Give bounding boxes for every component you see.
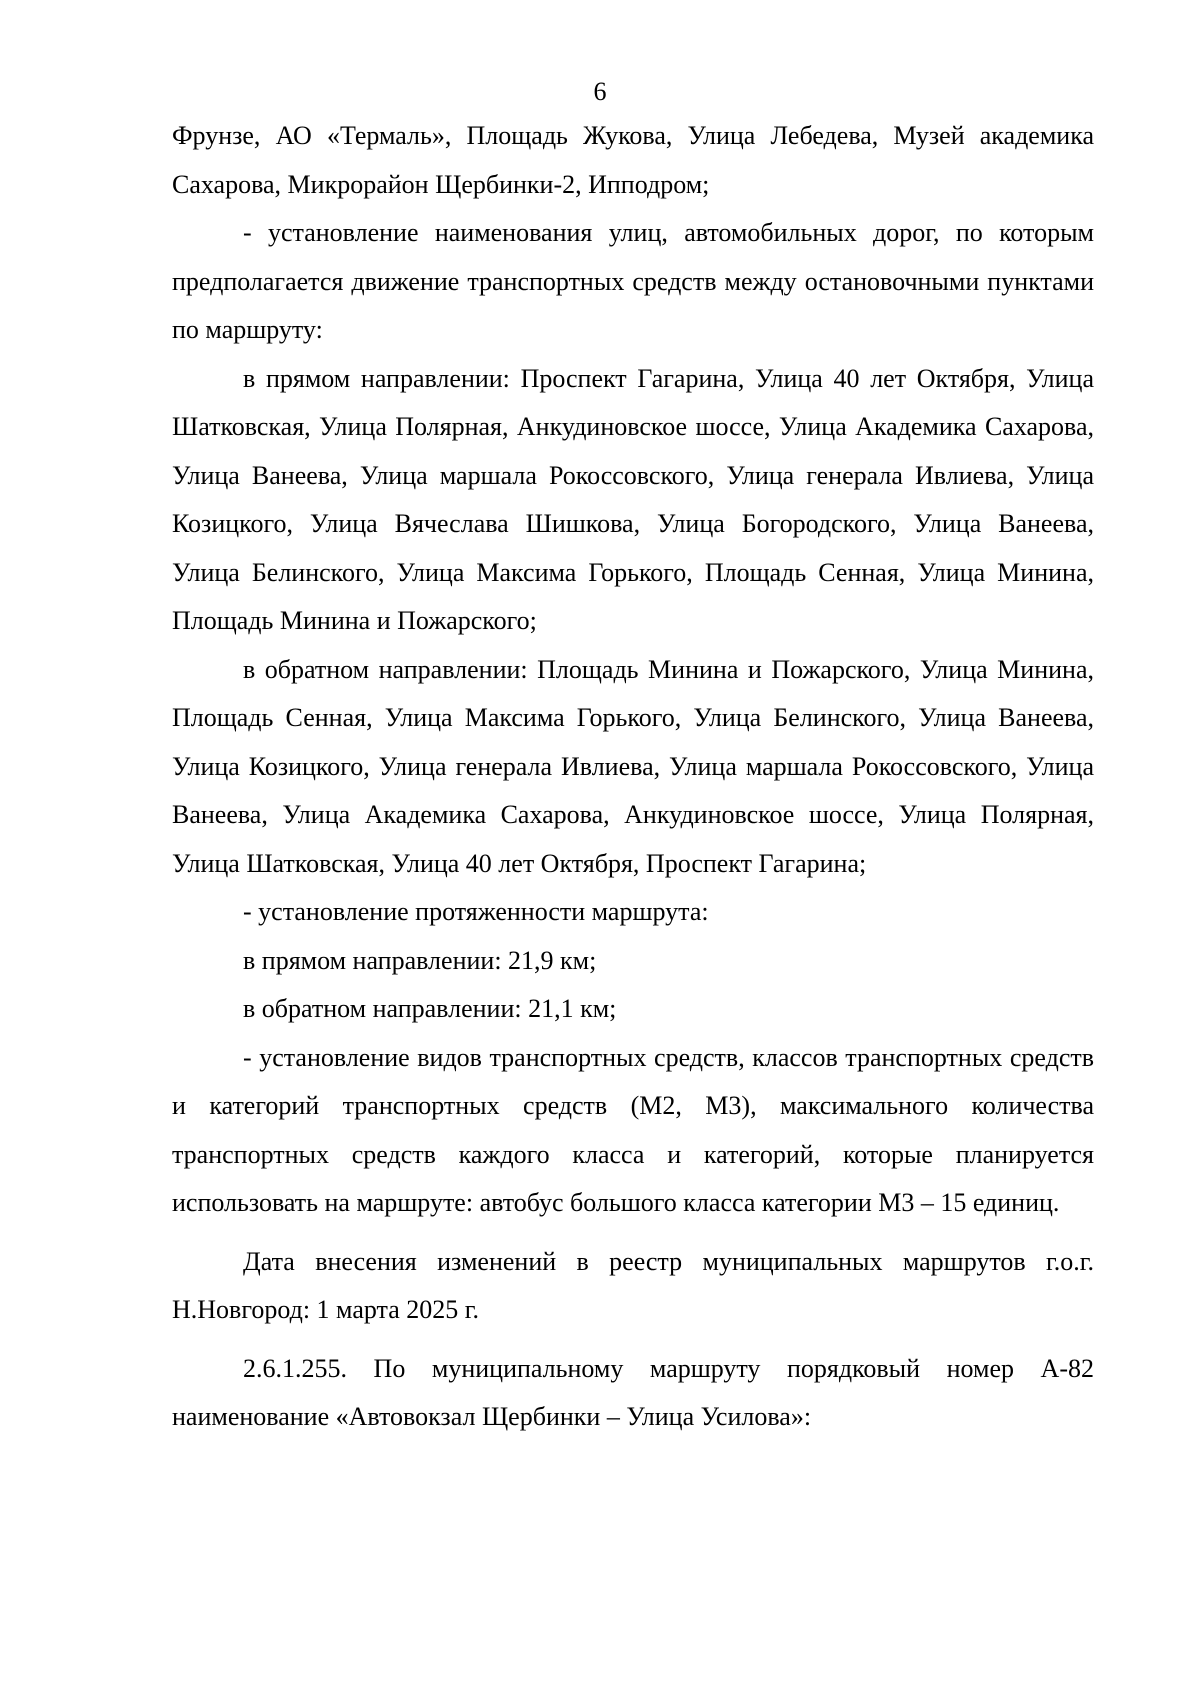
paragraph-stops-continuation: Фрунзе, АО «Термаль», Площадь Жукова, Улица Лебедева, Музей академика Сахарова, Микрорайон Щербинки-2, Ипподром; [172, 121, 1094, 199]
paragraph-forward-length: в прямом направлении: 21,9 км; [243, 945, 597, 975]
paragraph-streets-heading: - установление наименования улиц, автомобильных дорог, по которым предполагается движение транспортных средств между остановочными пунктами по маршруту: [172, 218, 1094, 344]
paragraph-reverse-length: в обратном направлении: 21,1 км; [243, 994, 617, 1023]
page-number: 6 [593, 77, 607, 106]
paragraph-route-a82: 2.6.1.255. По муниципальному маршруту порядковый номер А-82 наименование «Автовокзал Щербинки – Улица Усилова»: [172, 1353, 1094, 1431]
paragraph-vehicle-types: - установление видов транспортных средств, классов транспортных средств и категорий транспортных средств (М2, М3), максимального количества транспортных средств каждого класса и категорий, которые планируется использовать на маршруте: автобус большого класса категории М3 – 15 единиц. [172, 1042, 1094, 1217]
paragraph-forward-streets: в прямом направлении: Проспект Гагарина, Улица 40 лет Октября, Улица Шатковская, Улица Полярная, Анкудиновское шоссе, Улица Академика Сахарова, Улица Ванеева, Улица маршала Рокоссовского, Улица генерала Ивлиева, Улица Козицкого, Улица Вячеслава Шишкова, Улица Богородского, Улица Ванеева, Улица Белинского, Улица Максима Горького, Площадь Сенная, Улица Минина, Площадь Минина и Пожарского; [172, 363, 1094, 635]
paragraph-registry-date: Дата внесения изменений в реестр муниципальных маршрутов г.о.г. Н.Новгород: 1 марта 2025 г. [172, 1246, 1094, 1324]
document-body [172, 112, 1094, 1442]
paragraph-route-length-heading: - установление протяженности маршрута: [243, 897, 709, 926]
paragraph-reverse-streets: в обратном направлении: Площадь Минина и Пожарского, Улица Минина, Площадь Сенная, Улица Максима Горького, Улица Белинского, Улица Ванеева, Улица Козицкого, Улица генерала Ивлиева, Улица маршала Рокоссовского, Улица Ванеева, Улица Академика Сахарова, Анкудиновское шоссе, Улица Полярная, Улица Шатковская, Улица 40 лет Октября, Проспект Гагарина; [172, 654, 1094, 878]
